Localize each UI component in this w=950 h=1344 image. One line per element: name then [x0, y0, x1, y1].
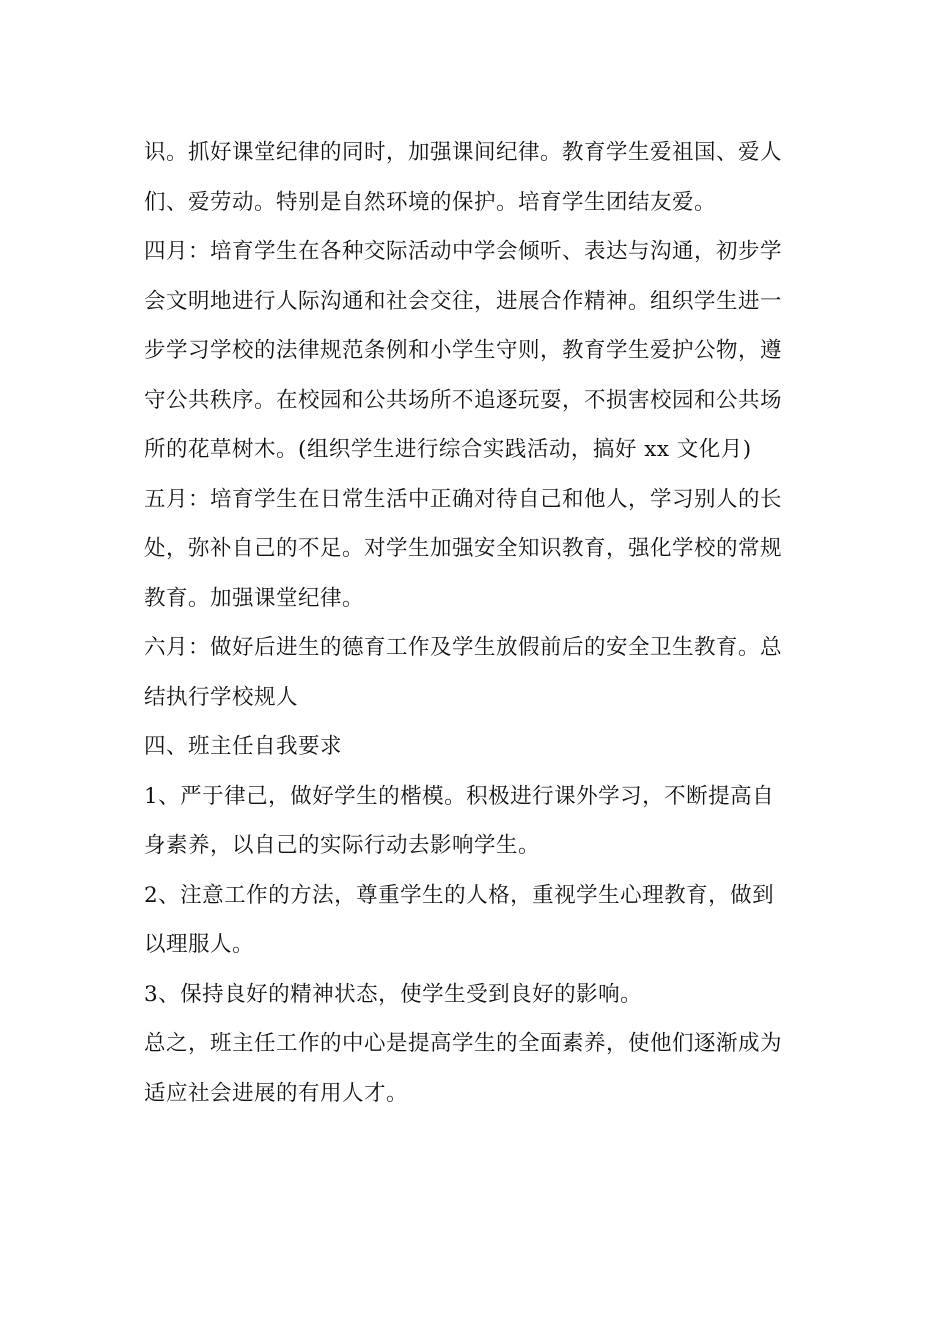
text-line: 们、爱劳动。特别是自然环境的保护。培育学生团结友爱。 [144, 189, 717, 215]
text-line: 2、注意工作的方法，尊重学生的人格，重视学生心理教育，做到 [144, 882, 775, 908]
text-line: 身素养，以自己的实际行动去影响学生。 [144, 833, 541, 858]
section-heading: 四、班主任自我要求 [144, 734, 343, 759]
text-line: 四月：培育学生在各种交际活动中学会倾听、表达与沟通，初步学 [144, 239, 783, 264]
text-line: 守公共秩序。在校园和公共场所不追逐玩耍，不损害校园和公共场 [144, 387, 783, 413]
text-line: 六月：做好后进生的德育工作及学生放假前后的安全卫生教育。总 [144, 635, 783, 660]
text-line: 总之，班主任工作的中心是提高学生的全面素养，使他们逐渐成为 [144, 1031, 783, 1056]
text-line: 1、严于律己，做好学生的楷模。积极进行课外学习，不断提高自 [144, 783, 775, 809]
text-line: 结执行学校规人 [144, 684, 299, 710]
text-line: 会文明地进行人际沟通和社会交往，进展合作精神。组织学生进一 [144, 288, 783, 314]
text-line: 所的花草树木。(组织学生进行综合实践活动，搞好 xx 文化月) [144, 437, 752, 462]
text-line: 步学习学校的法律规范条例和小学生守则，教育学生爱护公物，遵 [144, 338, 783, 363]
text-line: 适应社会进展的有用人才。 [144, 1080, 409, 1106]
text-line: 3、保持良好的精神状态，使学生受到良好的影响。 [144, 981, 643, 1007]
text-line: 教育。加强课堂纪律。 [144, 585, 365, 611]
text-line: 以理服人。 [144, 932, 255, 957]
text-line: 处，弥补自己的不足。对学生加强安全知识教育，强化学校的常规 [144, 536, 783, 561]
document-body [144, 128, 814, 1118]
text-line: 识。抓好课堂纪律的同时，加强课间纪律。教育学生爱祖国、爱人 [144, 140, 783, 165]
text-line: 五月：培育学生在日常生活中正确对待自己和他人，学习别人的长 [144, 486, 783, 512]
